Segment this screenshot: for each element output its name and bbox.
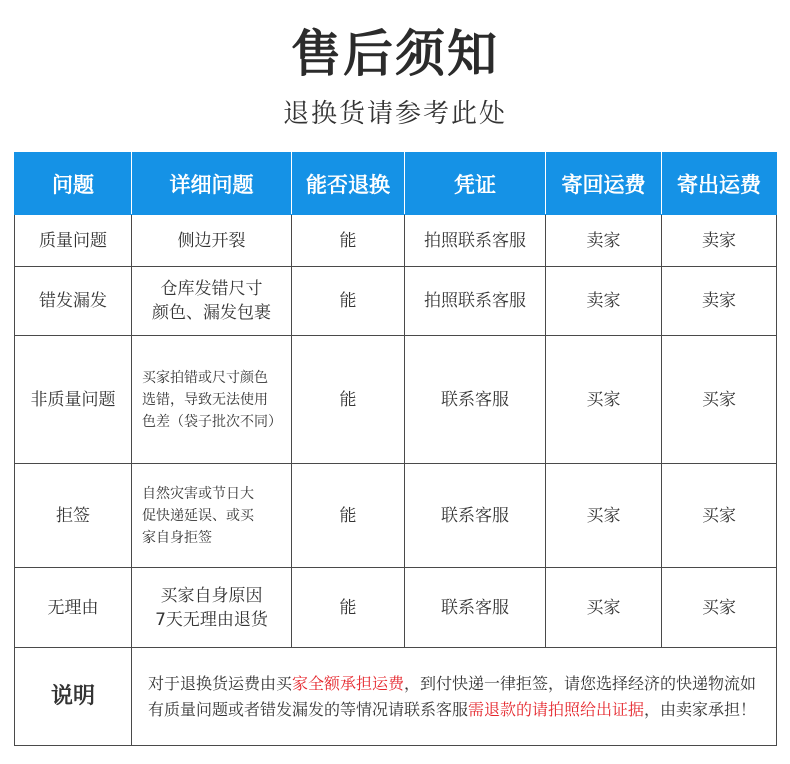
header-detail: 详细问题 <box>132 153 292 215</box>
notes-label: 说明 <box>15 648 132 746</box>
table-row <box>15 568 777 648</box>
notes-highlight-fee: 家全额承担运费 <box>292 673 405 693</box>
cell-issue: 非质量问题 <box>15 336 132 464</box>
cell-return-fee: 卖家 <box>546 267 662 336</box>
header-return-fee: 寄回运费 <box>546 153 662 215</box>
header-ship-fee: 寄出运费 <box>662 153 777 215</box>
page-title: 售后须知 <box>291 25 499 83</box>
cell-proof: 联系客服 <box>405 464 546 568</box>
cell-issue: 拒签 <box>15 464 132 568</box>
cell-return-fee: 买家 <box>546 336 662 464</box>
cell-proof: 拍照联系客服 <box>405 215 546 267</box>
cell-ship-fee: 卖家 <box>662 215 777 267</box>
after-sales-table <box>14 152 777 746</box>
cell-proof: 联系客服 <box>405 568 546 648</box>
cell-ship-fee: 卖家 <box>662 267 777 336</box>
cell-detail: 买家拍错或尺寸颜色 选错，导致无法使用 色差（袋子批次不同） <box>132 336 292 464</box>
notes-highlight-refund: 需退款的请拍照给出证据 <box>468 699 645 719</box>
notes-text-part: 对于退换货运费由买 <box>148 673 293 693</box>
cell-detail: 自然灾害或节日大 促快递延误、或买 家自身拒签 <box>132 464 292 568</box>
table-row <box>15 215 777 267</box>
table-row <box>15 267 777 336</box>
notes-text <box>132 648 777 746</box>
cell-returnable: 能 <box>292 568 405 648</box>
cell-ship-fee: 买家 <box>662 464 777 568</box>
notes-text-part: ，到付快递一律拒签，请您选择经济的快递物流如有质量问题或者错发漏发的等情况请联系客服 <box>148 673 757 719</box>
cell-return-fee: 买家 <box>546 568 662 648</box>
cell-ship-fee: 买家 <box>662 568 777 648</box>
cell-returnable: 能 <box>292 464 405 568</box>
cell-issue: 质量问题 <box>15 215 132 267</box>
cell-ship-fee: 买家 <box>662 336 777 464</box>
table-header-row <box>15 153 777 215</box>
cell-issue: 错发漏发 <box>15 267 132 336</box>
cell-returnable: 能 <box>292 336 405 464</box>
cell-detail: 侧边开裂 <box>132 215 292 267</box>
cell-return-fee: 卖家 <box>546 215 662 267</box>
header-proof: 凭证 <box>405 153 546 215</box>
notes-text-part: ，由卖家承担！ <box>644 699 757 719</box>
cell-returnable: 能 <box>292 267 405 336</box>
cell-issue: 无理由 <box>15 568 132 648</box>
table-row <box>15 336 777 464</box>
cell-proof: 拍照联系客服 <box>405 267 546 336</box>
cell-detail: 仓库发错尺寸 颜色、漏发包裹 <box>132 267 292 336</box>
cell-returnable: 能 <box>292 215 405 267</box>
cell-detail: 买家自身原因 7天无理由退货 <box>132 568 292 648</box>
cell-return-fee: 买家 <box>546 464 662 568</box>
page-subtitle: 退换货请参考此处 <box>282 99 507 129</box>
notes-row <box>15 648 777 746</box>
header-issue: 问题 <box>15 153 132 215</box>
table-row <box>15 464 777 568</box>
header-returnable: 能否退换 <box>292 153 405 215</box>
cell-proof: 联系客服 <box>405 336 546 464</box>
